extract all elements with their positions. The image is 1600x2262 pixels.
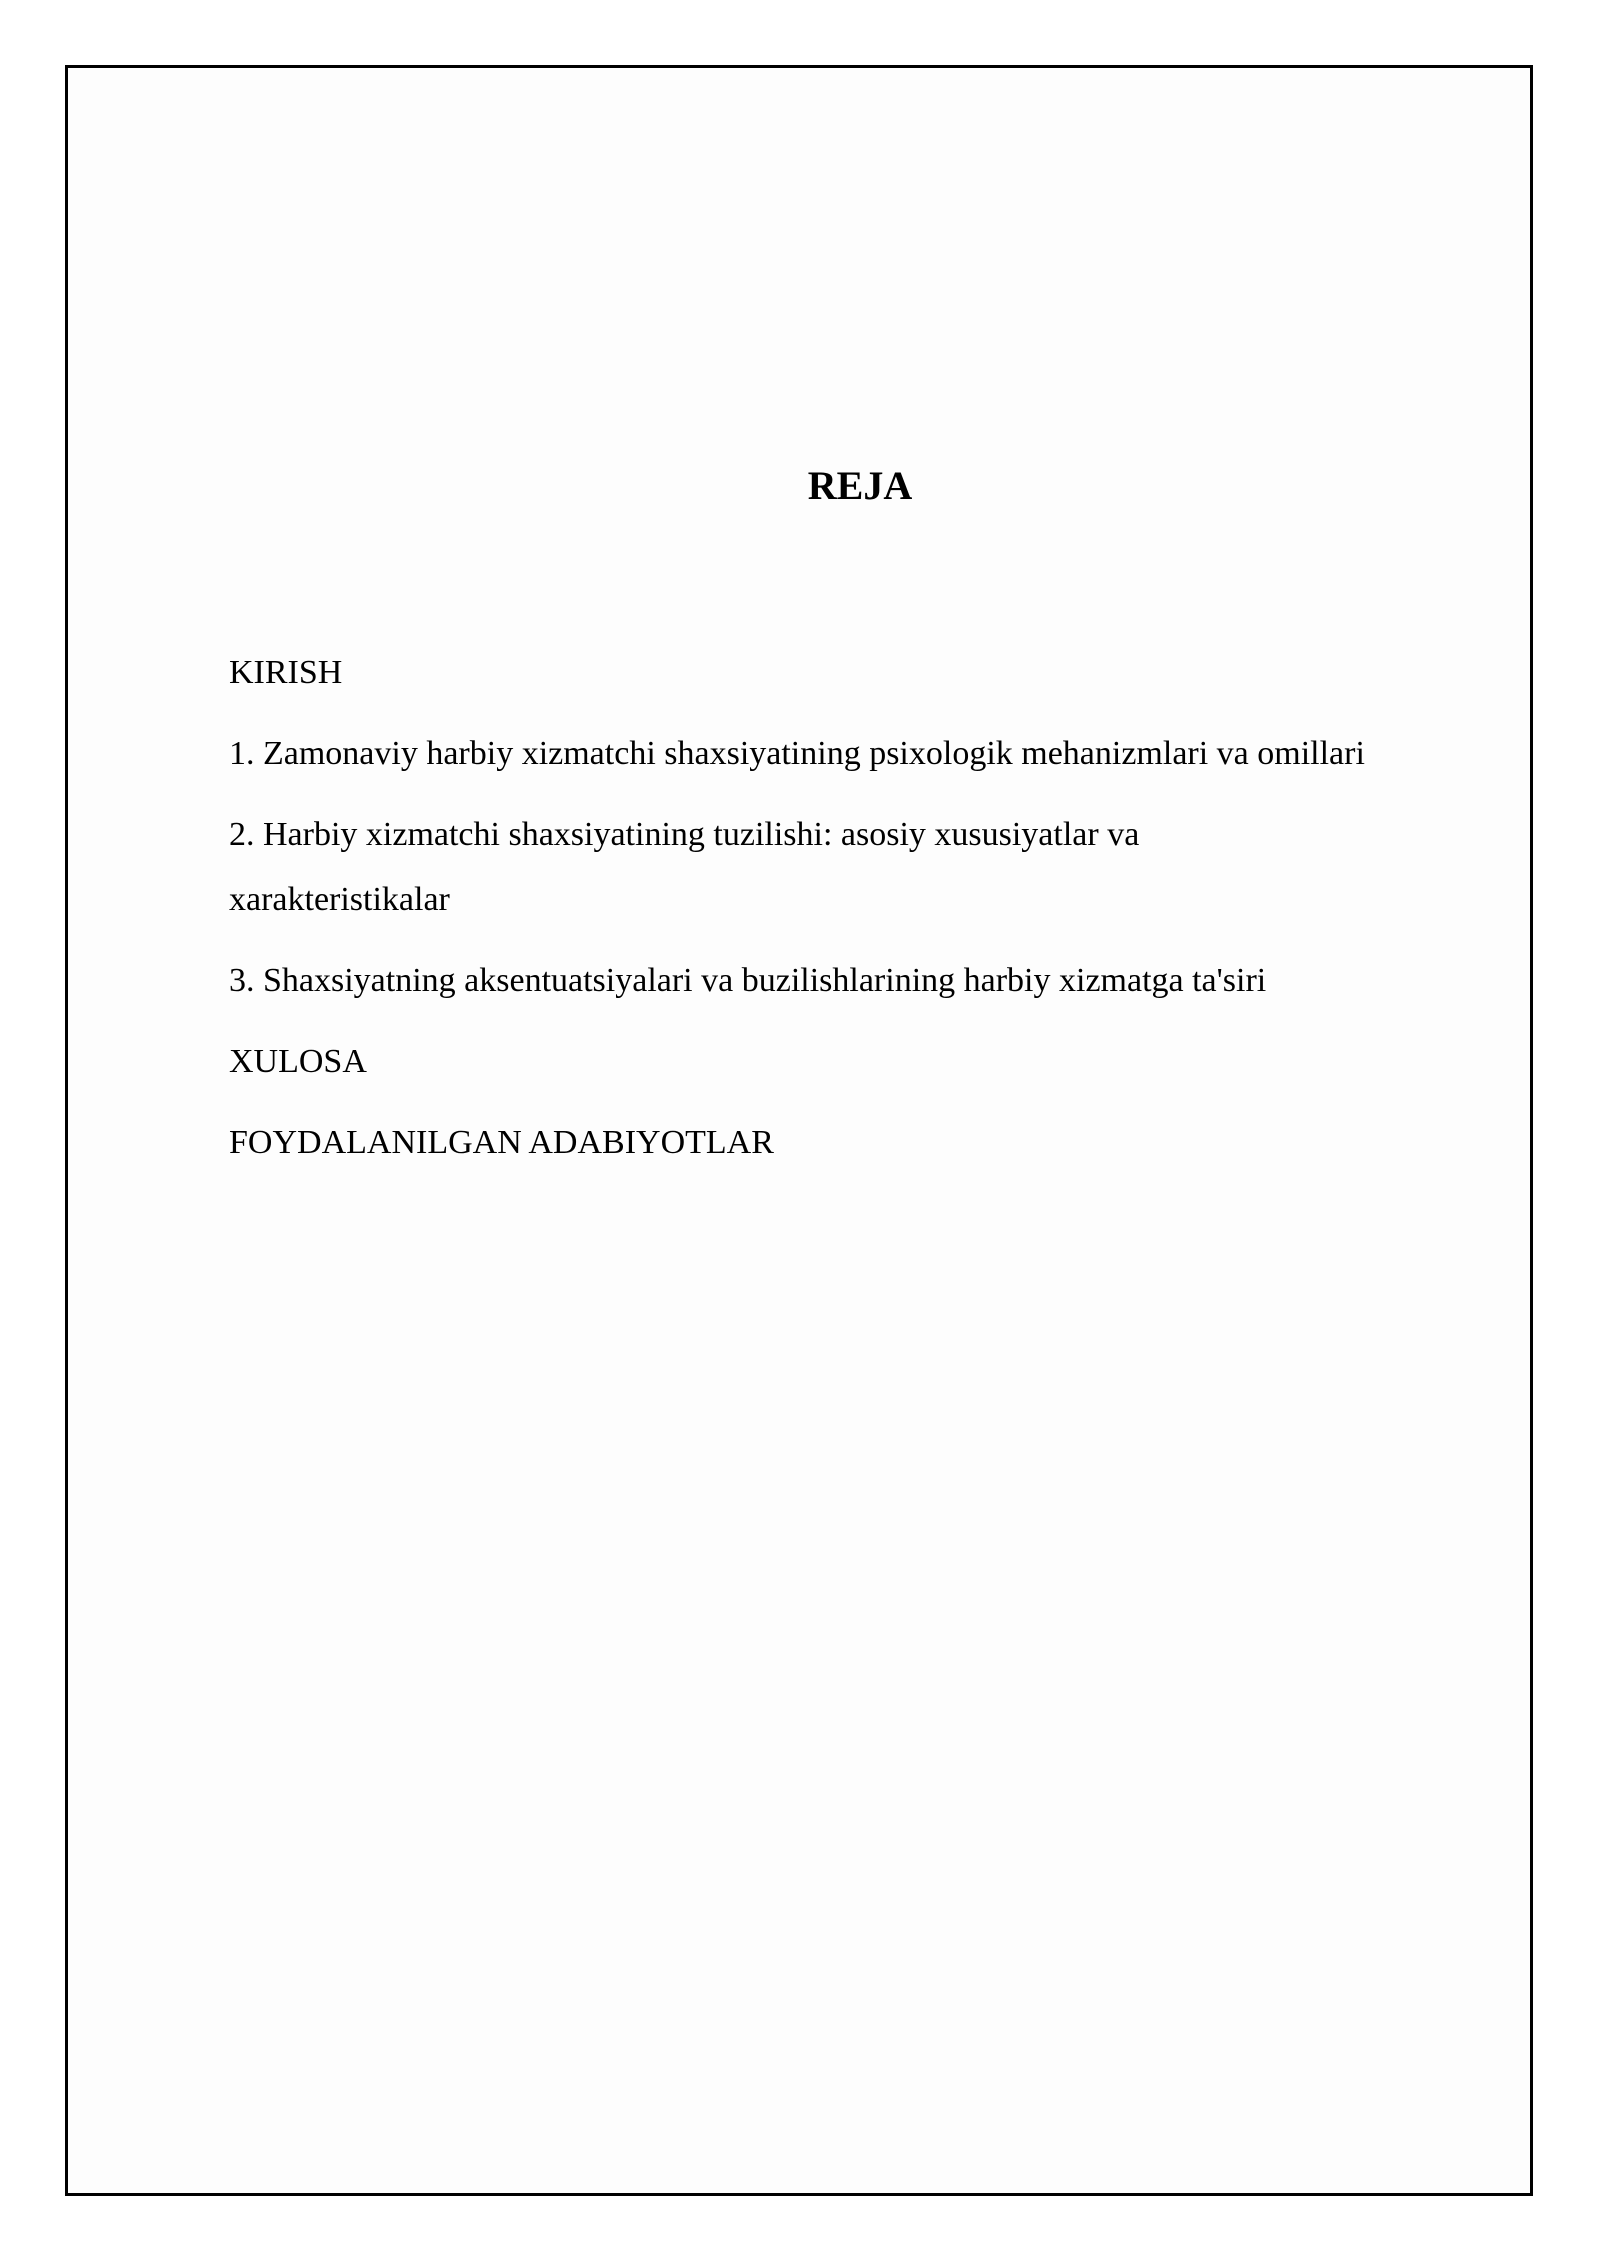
- plan-item-conclusion: XULOSA: [229, 1043, 367, 1080]
- plan-item-introduction: KIRISH: [229, 654, 343, 691]
- plan-item-3: 3. Shaxsiyatning aksentuatsiyalari va buzilishlarining harbiy xizmatga ta'siri: [229, 962, 1267, 999]
- plan-list: [229, 640, 1519, 1191]
- plan-item-references: FOYDALANILGAN ADABIYOTLAR: [229, 1124, 774, 1161]
- plan-item-1: 1. Zamonaviy harbiy xizmatchi shaxsiyatining psixologik mehanizmlari va omillari: [229, 735, 1365, 772]
- plan-item-2: 2. Harbiy xizmatchi shaxsiyatining tuzilishi: asosiy xususiyatlar va xarakteristikalar: [229, 816, 1140, 918]
- page-title: REJA: [807, 463, 913, 508]
